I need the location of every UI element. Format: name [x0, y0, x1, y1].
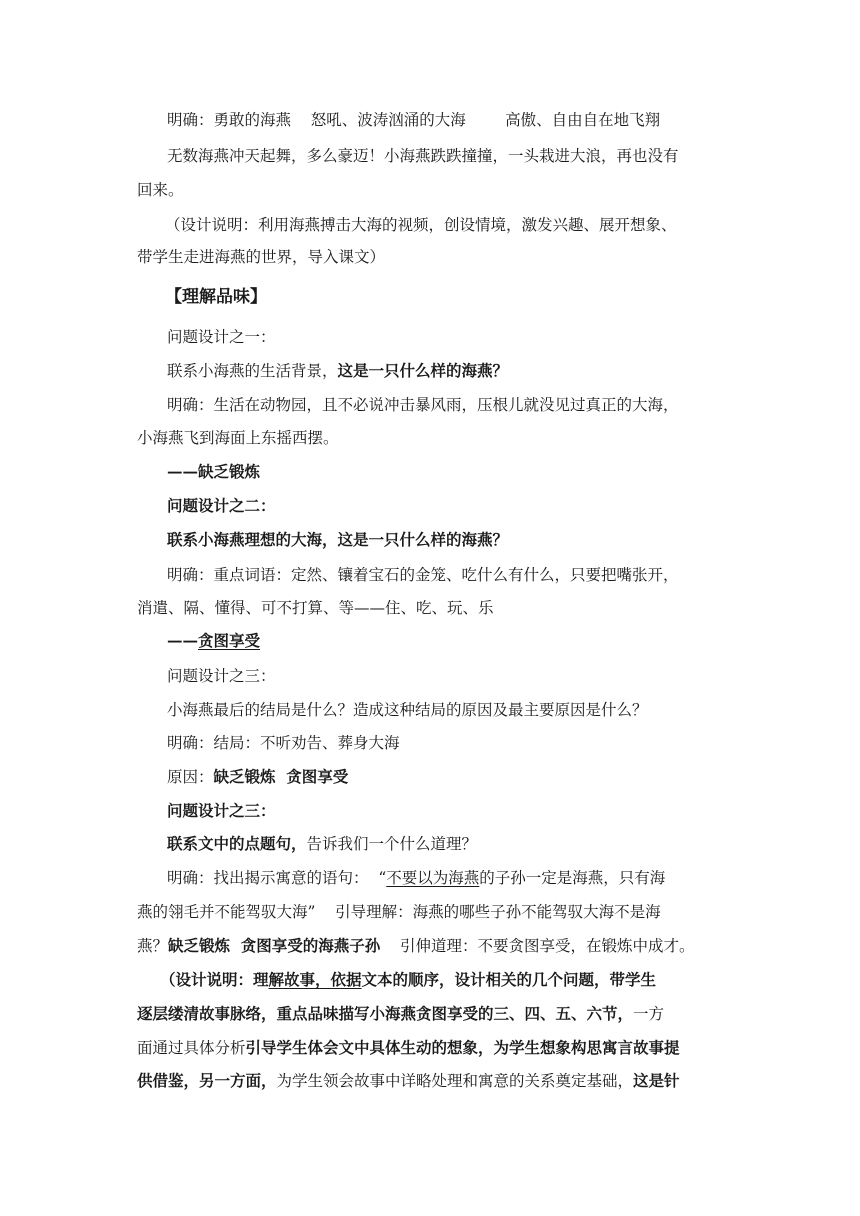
- question-2-answer-line-2: 消遣、隔、懂得、可不打算、等——住、吃、玩、乐: [137, 599, 494, 617]
- design-note-1-line-1: （设计说明：利用海燕搏击大海的视频，创设情境，激发兴趣、展开想象、: [165, 216, 677, 234]
- question-1-title: 问题设计之一：: [167, 328, 276, 346]
- question-1-context: 联系小海燕的生活背景，: [167, 362, 338, 380]
- conclusion-word: 贪图享受: [198, 631, 261, 650]
- question-3-title: 问题设计之三：: [167, 667, 276, 685]
- intro-line-2: 无数海燕冲天起舞，多么豪迈！小海燕跌跌撞撞，一头栽进大浪，再也没有: [167, 147, 679, 165]
- design-l1-b: 文本的顺序，设计相关的几个问题，带学生: [361, 970, 657, 989]
- design-note-1-line-2: 带学生走进海燕的世界，导入课文）: [137, 248, 386, 266]
- question-1-conclusion: ——缺乏锻炼: [167, 462, 261, 481]
- question-2-conclusion: [167, 631, 260, 651]
- section-heading: 【理解品味】: [165, 287, 267, 307]
- answer-underlined: 不要以为海燕: [386, 869, 480, 887]
- intro-line-3: 回来。: [137, 181, 184, 199]
- question-1-text: [167, 361, 508, 381]
- design-l3-a: 面通过具体分析: [137, 1039, 246, 1057]
- question-2-answer-line-1: 明确：重点词语：定然、镶着宝石的金笼、吃什么有什么，只要把嘴张开，: [167, 566, 679, 584]
- answer-line3-c: 引伸道理：不要贪图享受，在锻炼中成才。: [380, 937, 695, 955]
- cause-label: 原因：: [167, 768, 214, 786]
- answer-part-b: 的子孙一定是海燕，只有海: [479, 869, 666, 887]
- question-4-answer-line-1: [167, 868, 665, 888]
- design-l2-b: 一方: [633, 1005, 665, 1023]
- answer-line3-a: 燕？: [137, 937, 169, 955]
- design-note-2-line-2: [137, 1004, 664, 1024]
- design-l2-a: 逐层缕清故事脉络，重点品味描写小海燕贪图享受的三、四、五、六节，: [137, 1004, 634, 1023]
- question-1-ask: 这是一只什么样的海燕？: [337, 361, 509, 380]
- design-note-2-line-4: [137, 1071, 680, 1091]
- question-2-title: 问题设计之二：: [167, 496, 276, 515]
- question-4-title: 问题设计之三：: [167, 801, 276, 820]
- question-1-answer-line-1: 明确：生活在动物园，且不必说冲击暴风雨，压根儿就没见过真正的大海，: [167, 396, 679, 414]
- question-4-context: 联系文中的点题句，: [167, 834, 307, 853]
- design-l1-a: （设计说明：理: [160, 970, 269, 989]
- design-note-2-line-3: [137, 1038, 680, 1058]
- question-3-cause: [167, 767, 348, 787]
- conclusion-dash: ——: [167, 631, 198, 650]
- question-3-text: 小海燕最后的结局是什么？造成这种结局的原因及最主要原因是什么？: [167, 701, 648, 719]
- design-note-2-line-1: [160, 970, 656, 990]
- design-l4-c: 这是针: [633, 1071, 680, 1090]
- question-4-text: [167, 834, 477, 854]
- design-l3-b: 引导学生体会文中具体生动的想象，为学生想象构思寓言故事提: [245, 1038, 680, 1057]
- intro-line-1: 明确：勇敢的海燕 怒吼、波涛汹涌的大海 高傲、自由自在地飞翔: [167, 111, 661, 129]
- question-4-answer-line-2: 燕的翎毛并不能驾驭大海” 引导理解：海燕的哪些子孙不能驾驭大海不是海: [137, 903, 661, 921]
- question-1-answer-line-2: 小海燕飞到海面上东摇西摆。: [137, 429, 339, 447]
- question-4-ask: 告诉我们一个什么道理？: [306, 835, 478, 853]
- design-l4-b: 为学生领会故事中详略处理和寓意的关系奠定基础，: [276, 1072, 634, 1090]
- question-3-answer-line-1: 明确：结局：不听劝告、葬身大海: [167, 734, 400, 752]
- question-2-text: 联系小海燕理想的大海，这是一只什么样的海燕？: [167, 530, 509, 549]
- answer-line3-bold: 缺乏锻炼 贪图享受的海燕子孙: [168, 936, 381, 955]
- design-l4-a: 供借鉴，另一方面，: [137, 1071, 277, 1090]
- answer-part-a: 明确：找出揭示寓意的语句： “: [167, 869, 387, 887]
- design-l1-underlined: 解故事，依据: [268, 970, 362, 989]
- question-4-answer-line-3: [137, 936, 695, 956]
- cause-value: 缺乏锻炼 贪图享受: [213, 767, 349, 786]
